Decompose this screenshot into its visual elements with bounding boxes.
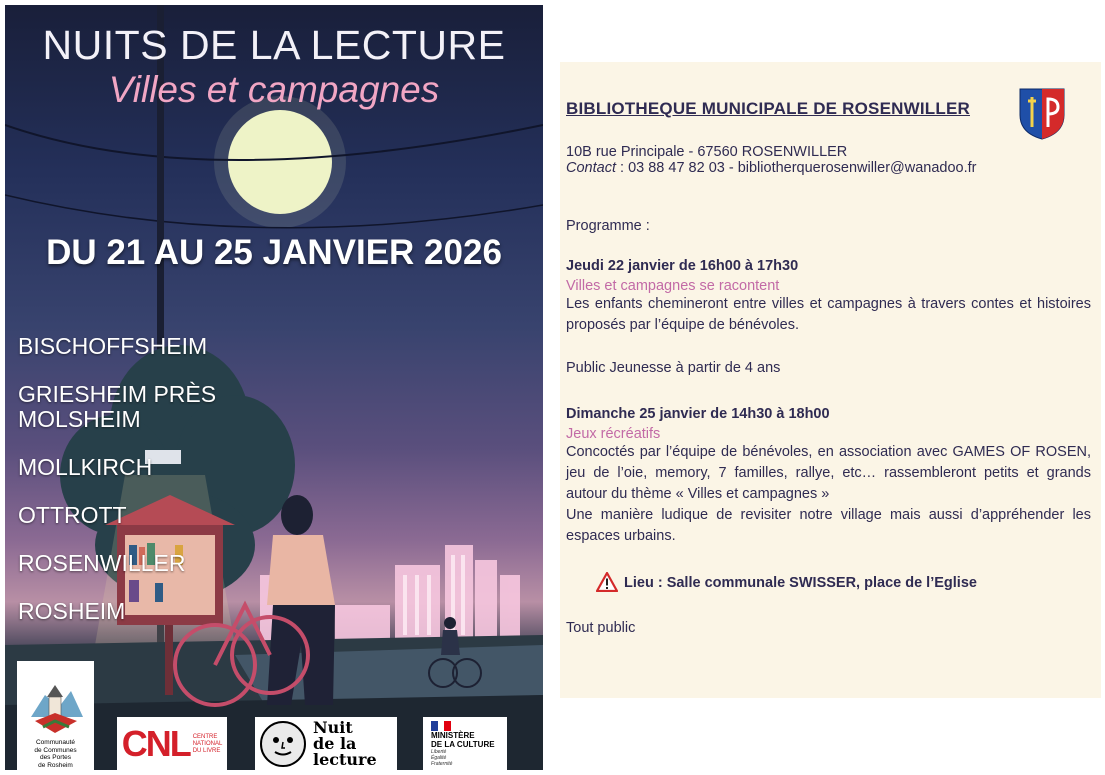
- cnl-mark: CNL: [121, 723, 190, 764]
- town-item: BISCHOFFSHEIM: [18, 333, 208, 359]
- session-subtitle: Villes et campagnes se racontent: [566, 278, 780, 294]
- session-heading: Dimanche 25 janvier de 14h30 à 18h00: [566, 406, 830, 422]
- contact-label: Contact: [566, 160, 616, 176]
- ministere-motto: Liberté Égalité Fraternité: [431, 749, 453, 767]
- session-description-2: Une manière ludique de revisiter notre village mais aussi d’appréhender les espaces urbains.: [566, 507, 1091, 544]
- programme-label: Programme :: [566, 218, 650, 234]
- poster-dates: DU 21 AU 25 JANVIER 2026: [46, 233, 502, 272]
- library-contact: [566, 160, 1091, 176]
- poster-title: NUITS DE LA LECTURE: [42, 22, 506, 68]
- nuit-lecture-logo: [255, 717, 397, 770]
- communaute-text: Communauté de Communes des Portes de Rosheim: [34, 739, 77, 769]
- cnl-subtitle: CENTRE NATIONAL DU LIVRE: [192, 733, 223, 754]
- event-location: Lieu : Salle communale SWISSER, place de l’Eglise: [624, 575, 977, 591]
- session-2: [566, 406, 1091, 547]
- session-heading: Jeudi 22 janvier de 16h00 à 17h30: [566, 258, 799, 274]
- town-item: GRIESHEIM PRÈS MOLSHEIM: [18, 381, 217, 432]
- moon-face-icon: [259, 720, 307, 768]
- french-flag-icon: [431, 721, 451, 731]
- communaute-logo: [17, 661, 94, 770]
- town-item: MOLLKIRCH: [18, 454, 153, 480]
- session-description: Concoctés par l’équipe de bénévoles, en association avec GAMES OF ROSEN, jeu de l’oie, memory, 7 familles, rallye, etc… rassembleront petits et grands autour du thème « Villes et campagnes »: [566, 444, 1091, 502]
- coat-of-arms-icon: [1018, 87, 1066, 141]
- library-address-block: [566, 144, 1091, 176]
- session-1: [566, 258, 1091, 379]
- warning-icon: [596, 572, 618, 592]
- library-address: 10B rue Principale - 67560 ROSENWILLER: [566, 144, 848, 160]
- chapel-icon: [25, 677, 87, 739]
- poster-subtitle: Villes et campagnes: [108, 69, 440, 110]
- library-title: BIBLIOTHEQUE MUNICIPALE DE ROSENWILLER: [566, 99, 970, 118]
- session-subtitle: Jeux récréatifs: [566, 426, 661, 442]
- town-item: ROSHEIM: [18, 598, 126, 624]
- town-list: [18, 334, 216, 624]
- event-poster: [5, 5, 543, 770]
- cnl-logo: [117, 717, 227, 770]
- ministere-logo: [423, 717, 507, 770]
- ministere-text: MINISTÈRE DE LA CULTURE: [431, 731, 495, 749]
- town-item: ROSENWILLER: [18, 550, 186, 576]
- nuit-lecture-text: Nuit de la lecture: [313, 718, 377, 769]
- town-item: OTTROTT: [18, 502, 127, 528]
- public-note: Tout public: [566, 620, 636, 636]
- session-audience: Public Jeunesse à partir de 4 ans: [566, 360, 781, 376]
- contact-value: : 03 88 47 82 03 - bibliotherquerosenwiller@wanadoo.fr: [615, 160, 977, 176]
- library-flyer: [560, 62, 1101, 698]
- session-description: Les enfants chemineront entre villes et campagnes à travers contes et histoires proposés par l’équipe de bénévoles.: [566, 296, 1091, 333]
